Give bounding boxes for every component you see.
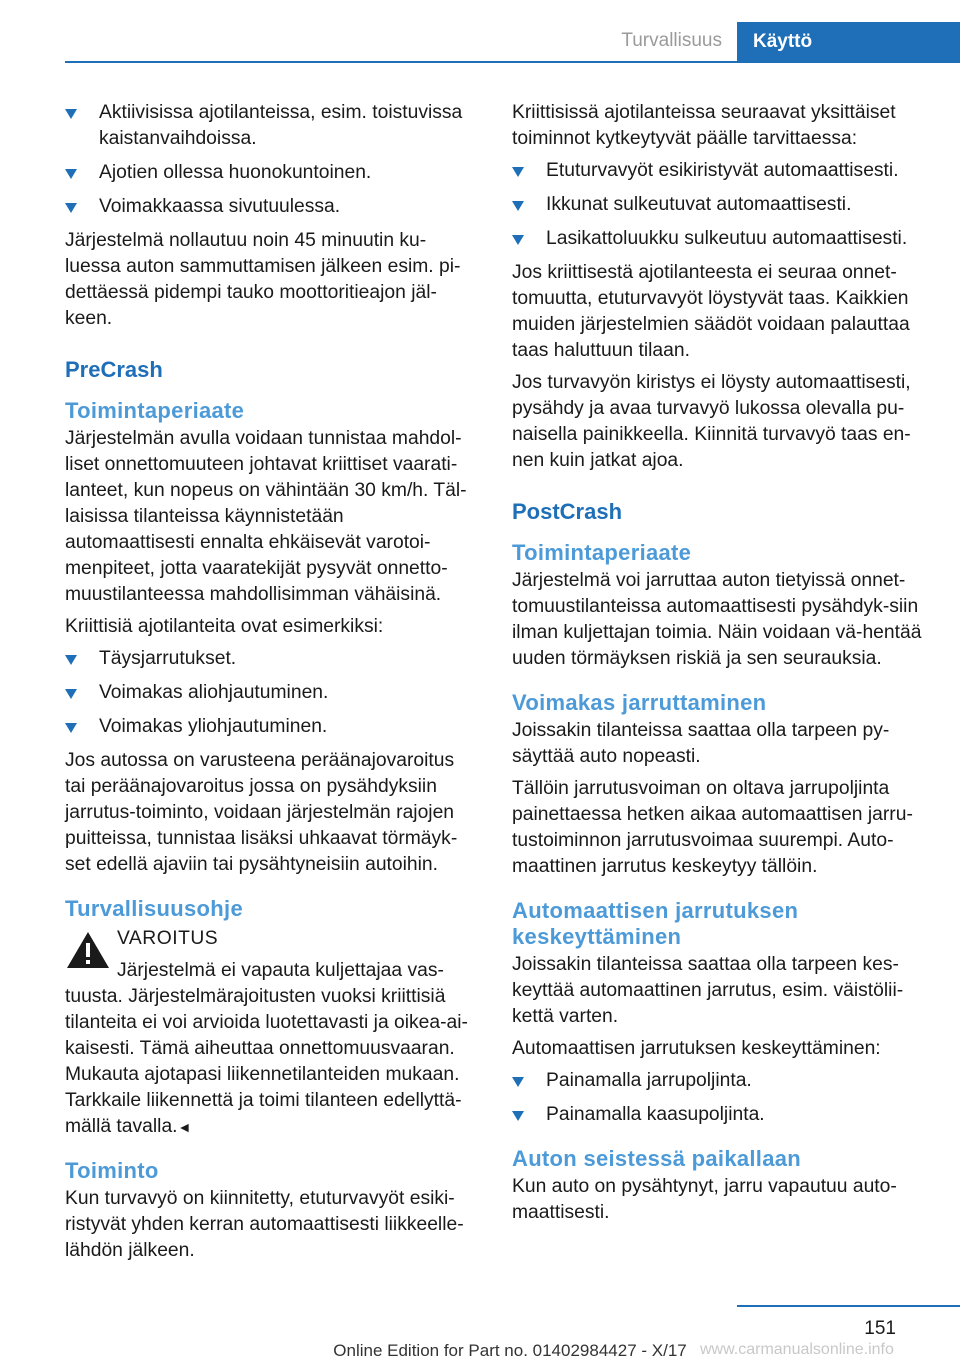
bullet-list-conditions	[65, 100, 477, 220]
triangle-bullet-icon	[512, 1077, 524, 1087]
strong-braking-heading: Voimakas jarruttaminen	[512, 690, 767, 715]
warning-title: VAROITUS	[117, 928, 219, 949]
bullet-list-auto	[512, 158, 930, 252]
principle-heading: Toimintaperiaate	[512, 540, 692, 565]
auto-intro: Kriittisissä ajotilanteissa seuraavat yksittäiset toiminnot kytkeytyvät päälle tarvittaessa:	[512, 102, 896, 149]
page-number: 151	[864, 1318, 896, 1339]
principle-paragraph: Järjestelmä voi jarruttaa auton tietyissä onnet-tomuustilanteissa automaattisesti pysähdyk-siin ilman kuljettajan toimia. Näin voidaan vä-hentää uuden törmäyksen riskiä ja sen seurauksia.	[512, 570, 922, 669]
strong-braking-paragraph-2: Tällöin jarrutusvoiman on oltava jarrupoljinta painettaessa hetken aikaa automaattisen jarru-tustoiminnon jarrutusvoimaa suurempi. Auto-maattinen jarrutus keskeytyy tällöin.	[512, 778, 913, 877]
interrupt-intro: Automaattisen jarrutuksen keskeyttäminen:	[512, 1038, 881, 1059]
triangle-bullet-icon	[65, 689, 77, 699]
strong-braking-paragraph-1: Joissakin tilanteissa saattaa olla tarpeen py-säyttää auto nopeasti.	[512, 720, 890, 767]
triangle-bullet-icon	[65, 203, 77, 213]
principle-heading: Toimintaperiaate	[65, 398, 245, 423]
triangle-bullet-icon	[512, 167, 524, 177]
list-item: Ajotien ollessa huonokuntoinen.	[65, 160, 477, 186]
triangle-bullet-icon	[512, 235, 524, 245]
list-item: Etuturvavyöt esikiristyvät automaattisesti.	[512, 158, 930, 184]
list-item: Voimakas yliohjautuminen.	[65, 714, 477, 740]
interrupt-paragraph: Joissakin tilanteissa saattaa olla tarpeen kes-keyttää automaattinen jarrutus, esim. väistölii-kettä varten.	[512, 954, 904, 1027]
postcrash-heading: PostCrash	[512, 499, 623, 524]
list-item: Täysjarrutukset.	[65, 646, 477, 672]
triangle-bullet-icon	[65, 109, 77, 119]
interrupt-heading: Automaattisen jarrutuksen keskeyttäminen	[512, 898, 799, 949]
safety-heading: Turvallisuusohje	[65, 896, 243, 921]
list-item: Painamalla jarrupoljinta.	[512, 1068, 930, 1094]
function-paragraph: Kun turvavyö on kiinnitetty, etuturvavyöt esiki-ristyvät yhden kerran automaattisesti liikkeelle-lähdön jälkeen.	[65, 1188, 464, 1261]
list-item: Painamalla kaasupoljinta.	[512, 1102, 930, 1128]
header-rule	[65, 61, 960, 63]
end-mark-icon: ◄	[177, 1119, 192, 1135]
edition-line: Online Edition for Part no. 01402984427 - X/17	[333, 1341, 687, 1360]
principle-paragraph: Järjestelmän avulla voidaan tunnistaa mahdol-liset onnettomuuteen johtavat kriittiset vaarati-lanteet, kun nopeus on vähintään 30 km/h. Täl-laisissa tilanteissa käynnistetään automaattisesti ennalta ehkäisevät varotoi-menpiteet, jotta vaaratekijät pysyvät onnetto-muustilanteessa mahdollisimman vähäisinä.	[65, 428, 467, 605]
right-column	[512, 100, 930, 1232]
critical-intro: Kriittisiä ajotilanteita ovat esimerkiksi:	[65, 616, 384, 637]
rear-warning-paragraph: Jos autossa on varusteena peräänajovaroitus tai peräänajovaroitus jossa on pysähdyksiin jarrutus-toiminto, voidaan järjestelmän rajojen puitteissa, tunnistaa lisäksi uhkaavat törmäyk-set edellä ajaviin tai pysähtyneisiin autoihin.	[65, 750, 458, 875]
triangle-bullet-icon	[65, 169, 77, 179]
triangle-bullet-icon	[65, 723, 77, 733]
belt-paragraph: Jos turvavyön kiristys ei löysty automaattisesti, pysähdy ja avaa turvavyö lukossa olevalla pu-naisella painikkeella. Kiinnitä turvavyö taas en-nen kuin jatkat ajoa.	[512, 372, 911, 471]
standstill-heading: Auton seistessä paikallaan	[512, 1146, 802, 1171]
warning-body-first: Järjestelmä ei vapauta kuljettajaa vas-	[117, 960, 444, 981]
standstill-paragraph: Kun auto on pysähtynyt, jarru vapautuu auto-maattisesti.	[512, 1176, 897, 1223]
reset-paragraph: Järjestelmä nollautuu noin 45 minuutin ku-luessa auton sammuttamisen jälkeen esim. pi-dettäessä pidempi tauko moottoritieajon jäl-keen.	[65, 230, 461, 329]
function-heading: Toiminto	[65, 1158, 159, 1183]
list-item: Aktiivisissa ajotilanteissa, esim. toistuvissa kaistanvaihdoissa.	[65, 100, 477, 152]
bullet-list-critical	[65, 646, 477, 740]
precrash-heading: PreCrash	[65, 357, 163, 382]
no-accident-paragraph: Jos kriittisestä ajotilanteesta ei seuraa onnet-tomuutta, etuturvavyöt löystyvät taas. Kaikkien muiden järjestelmien säädöt voidaan palauttaa taas haluttuun tilaan.	[512, 262, 910, 361]
header-chapter-label: Käyttö	[753, 31, 813, 52]
list-item: Voimakkaassa sivutuulessa.	[65, 194, 477, 220]
bullet-list-interrupt	[512, 1068, 930, 1128]
warning-body: tuusta. Järjestelmärajoitusten vuoksi kriittisiä tilanteita ei voi arvioida luotettavasti ja oikea-ai-kaisesti. Tämä aiheuttaa onnettomuusvaaran. Mukauta ajotapasi liikennetilanteiden mukaan. Tarkkaile liikennettä ja toimi tilanteen edellyttä-mällä tavalla.◄	[65, 986, 468, 1137]
header-chapter-tab	[737, 22, 960, 62]
list-item: Ikkunat sulkeutuvat automaattisesti.	[512, 192, 930, 218]
triangle-bullet-icon	[512, 201, 524, 211]
warning-triangle-icon	[65, 930, 111, 970]
triangle-bullet-icon	[65, 655, 77, 665]
warning-box	[65, 926, 477, 1140]
list-item: Voimakas aliohjautuminen.	[65, 680, 477, 706]
left-column	[65, 100, 477, 1270]
list-item: Lasikattoluukku sulkeutuu automaattisesti.	[512, 226, 930, 252]
page-header	[0, 0, 960, 62]
watermark: www.carmanualsonline.info	[700, 1341, 894, 1358]
header-section-label: Turvallisuus	[621, 30, 722, 51]
triangle-bullet-icon	[512, 1111, 524, 1121]
footer-rule	[737, 1305, 960, 1307]
